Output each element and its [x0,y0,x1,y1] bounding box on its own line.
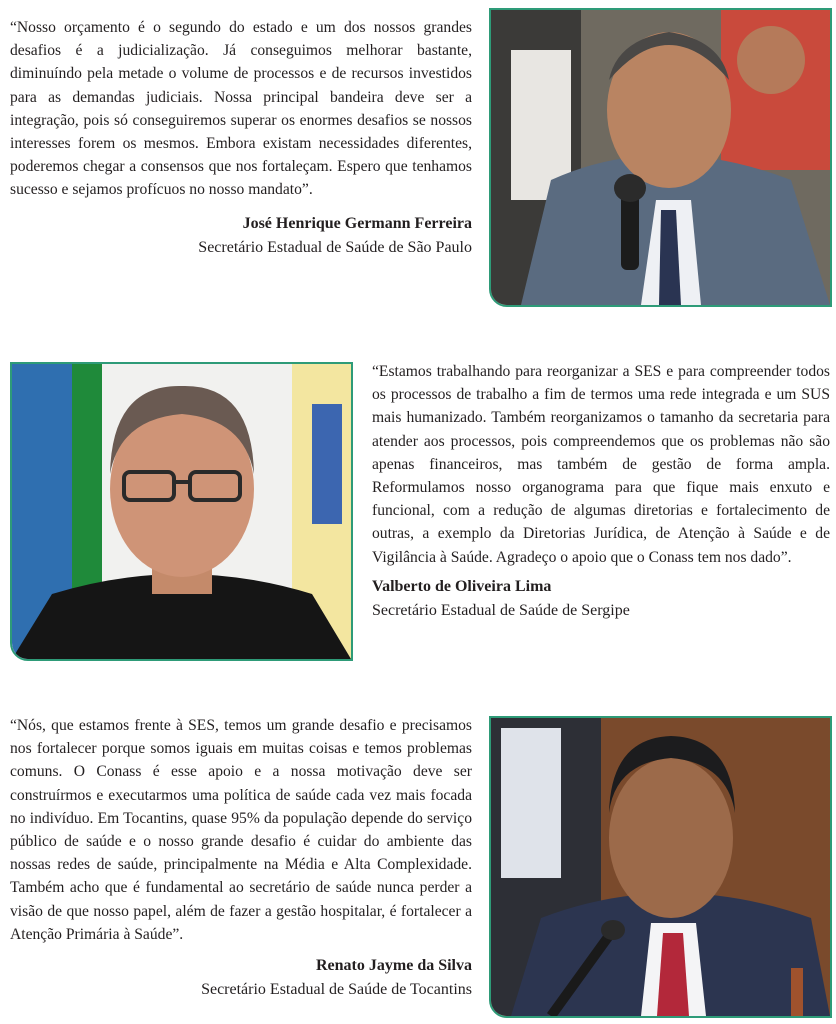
portrait-photo-2 [10,362,353,661]
author-name: José Henrique Germann Ferreira [242,214,472,232]
testimonial-1 [10,16,472,260]
quote-text: “Estamos trabalhando para reorganizar a SES e para compreender todos os processos de trabalho a fim de termos uma rede integrada e um SUS mais humanizado. Também reorganizamos o tamanho da secretaria para atender aos processos, pois compreendemos que os problemas não são apenas financeiros, mas também de gestão de forma ampla. Reformulamos nosso organograma para que fique mais enxuto e funcional, com a redução de algumas diretorias e fortalecimento de outras, a exemplo da Diretorias Jurídica, de Atenção à Saúde e de Vigilância à Saúde. Agradeço o apoio que o Conass tem nos dado”. [372,363,830,566]
testimonial-2 [372,360,830,623]
author-role: Secretário Estadual de Saúde de Sergipe [372,601,630,619]
portrait-photo-3 [489,716,832,1018]
quote-text: “Nosso orçamento é o segundo do estado e um dos nossos grandes desafios é a judicialização. Já conseguimos melhorar bastante, diminuíndo pela metade o volume de processos e de recursos investidos para as demandas judiciais. Nossa principal bandeira deve ser a integração, pois só conseguiremos superar os enormes desafios se nossos interesses forem os mesmos. Embora existam necessidades diferentes, poderemos chegar a consensos que nos fortaleçam. Espero que tenhamos sucesso e sejamos profícuos no nosso mandato”. [10,19,472,199]
author-name: Valberto de Oliveira Lima [372,577,552,595]
testimonial-3 [10,714,472,1002]
author-role: Secretário Estadual de Saúde de Tocantins [201,981,472,999]
portrait-photo-1 [489,8,832,307]
author-role: Secretário Estadual de Saúde de São Paulo [198,238,472,256]
author-name: Renato Jayme da Silva [316,957,472,975]
quote-text: “Nós, que estamos frente à SES, temos um grande desafio e precisamos nos fortalecer porque somos iguais em muitas coisas e temos problemas comuns. O Conass é esse apoio e a nossa motivação deve ser construírmos e executarmos uma política de saúde cada vez mais focada no indivíduo. Em Tocantins, quase 95% da população depende do serviço público de saúde e o nosso grande desafio é cuidar do ambiente das nossas redes de saúde, principalmente na Média e Alta Complexidade. Também acho que é fundamental ao secretário de saúde nunca perder a visão de que nosso papel, além de fazer a gestão hospitalar, é fortalecer a Atenção Primária à Saúde”. [10,717,472,943]
